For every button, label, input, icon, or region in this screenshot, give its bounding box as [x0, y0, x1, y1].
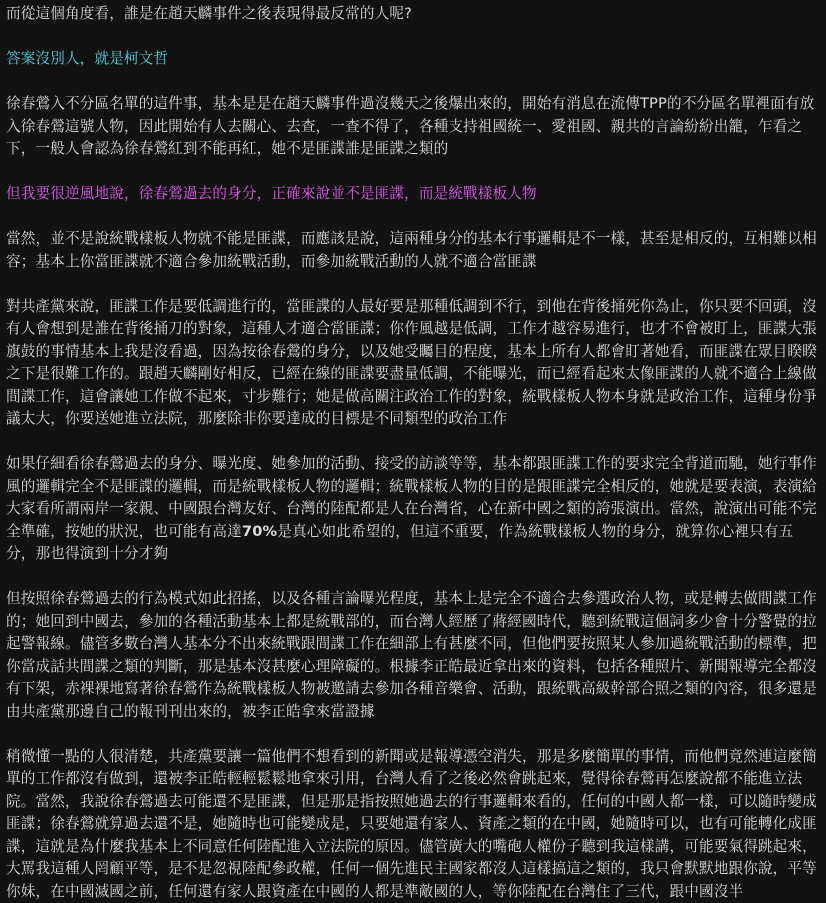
paragraph-list-background: 徐春鶯入不分區名單的這件事，基本是是在趙天麟事件過沒幾天之後爆出來的，開始有消息在流傳TPP的不分區名單裡面有放入徐春鶯這號人物，因此開始有人去關心、去查，一查不得了，各種支持祖國統一、愛祖國、親共的言論紛紛出籠，乍看之下，一般人會認為徐春鶯紅到不能再紅，她不是匪諜誰是匪諜之類的: [6, 93, 820, 161]
paragraph-spy-logic: 對共產黨來說，匪諜工作是要低調進行的，當匪諜的人最好要是那種低調到不行，到他在背後捅死你為止，你只要不回頭，沒有人會想到是誰在背後捅刀的對象，這種人才適合當匪諜；你作風越是低調，工作才越容易進行，也才不會被盯上，匪諜大張旗鼓的事情基本上我是沒看過，因為按徐春鶯的身分，以及她受矚目的程度，基本上所有人都會盯著她看，而匪諜在眾目睽睽之下是很難工作的。跟趙天麟剛好相反，已經在線的匪諜要盡量低調，不能曝光，而已經看起來太像匪諜的人就不適合上線做間諜工作，這會讓她工作做不起來，寸步難行；她是做高關注政治工作的對象，統戰樣板人物本身就是政治工作，這種身份爭議太大，你要送她進立法院，那麼除非你要達成的目標是不同類型的政治工作: [6, 296, 820, 431]
paragraph-role-distinction: 當然，並不是說統戰樣板人物就不能是匪諜，而應該是說，這兩種身分的基本行事邏輯是不一樣，甚至是相反的，互相難以相容；基本上你當匪諜就不適合參加統戰活動，而參加統戰活動的人就不適合當匪諜: [6, 228, 820, 273]
percentage-bold: 70%: [242, 523, 277, 540]
paragraph-propaganda-figure: [6, 453, 820, 566]
paragraph-conclusion: 稍微懂一點的人很清楚，共產黨要讓一篇他們不想看到的新聞或是報導憑空消失，那是多麼簡單的事情，而他們竟然連這麼簡單的工作都沒有做到，還被李正皓輕輕鬆鬆地拿來引用，台灣人看了之後必然會跳起來，覺得徐春鶯再怎麼說都不能進立法院。當然，我說徐春鶯過去可能還不是匪諜，但是那是指按照她過去的行事邏輯來看的，任何的中國人都一樣，可以隨時變成匪諜；徐春鶯就算過去還不是，她隨時也可能變成是，只要她還有家人、資產之類的在中國，她隨時可以，也有可能轉化成匪諜，這就是為什麼我基本上不同意任何陸配進入立法院的原因。儘管廣大的嘴砲人權份子聽到我這樣講，可能要氣得跳起來，大罵我這種人罔顧平等，是不是忽視陸配參政權，任何一個先進民主國家都沒人這樣搞這之類的，我只會默默地跟你說，平等你妹，在中國滅國之前，任何還有家人跟資產在中國的人都是準敵國的人，等你陸配在台灣住了三代，跟中國沒半: [6, 746, 820, 903]
paragraph-behavior-pattern: 但按照徐春鶯過去的行為模式如此招搖，以及各種言論曝光程度，基本上是完全不適合去參選政治人物，或是轉去做間諜工作的；她回到中國去，參加的各種活動基本上都是統戰部的，而台灣人經歷了蔣經國時代，聽到統戰這個詞多少會十分警覺的拉起警報線。儘管多數台灣人基本分不出來統戰跟間諜工作在細部上有甚麼不同，但他們要按照某人參加過統戰活動的標準，把你當成話共間諜之類的判斷，那是基本沒甚麼心理障礙的。根據李正皓最近拿出來的資料，包括各種照片、新聞報導完全都沒有下架，赤裸裸地寫著徐春鶯作為統戰樣板人物被邀請去參加各種音樂會、活動，跟統戰高級幹部合照之類的內容，很多還是由共產黨那邊自己的報刊刊出來的，被李正皓拿來當證據: [6, 588, 820, 723]
paragraph-thesis-highlight: 但我要很逆風地說，徐春鶯過去的身分，正確來說並不是匪諜，而是統戰樣板人物: [6, 183, 820, 206]
paragraph-question: 而從這個角度看，誰是在趙天麟事件之後表現得最反常的人呢?: [6, 3, 820, 26]
paragraph-answer-highlight: 答案沒別人，就是柯文哲: [6, 48, 820, 71]
paragraph-propaganda-figure-post: 是真心如此希望的，但這不重要，作為統戰樣板人物的身分，就算你心裡只有五分，那也得演到十分才夠: [6, 523, 793, 563]
paragraph-propaganda-figure-pre: 如果仔細看徐春鶯過去的身分、曝光度、她參加的活動、接受的訪談等等，基本都跟匪諜工作的要求完全背道而馳，她行事作風的邏輯完全不是匪諜的邏輯，而是統戰樣板人物的邏輯；統戰樣板人物的目的是跟匪諜完全相反的，她就是要表演，表演給大家看所謂兩岸一家親、中國跟台灣友好、台灣的陸配都是人在台灣省，心在新中國之類的誇張演出。當然，說演出可能不完全準確，按她的狀況，也可能有高達: [6, 455, 817, 540]
